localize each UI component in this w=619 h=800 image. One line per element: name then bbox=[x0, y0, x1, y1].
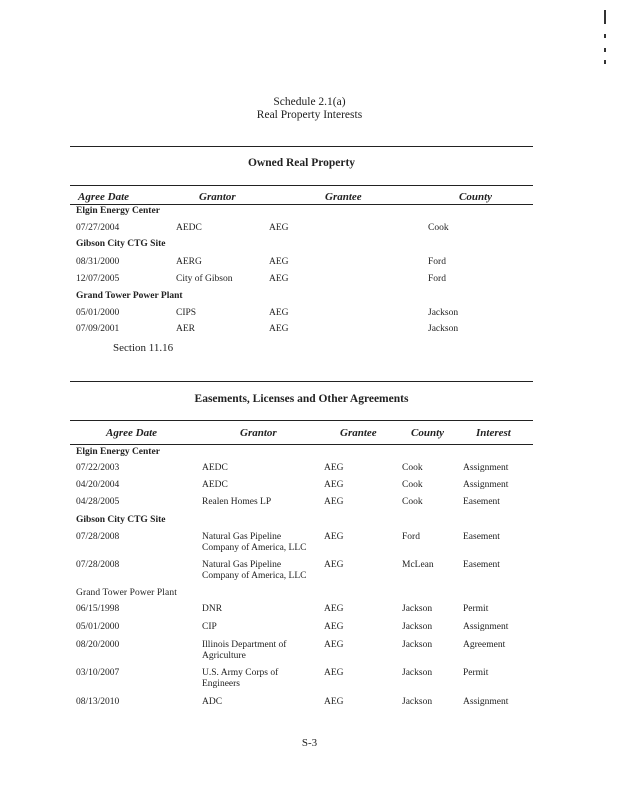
col-header-grantee: Grantee bbox=[340, 427, 377, 439]
schedule-title: Schedule 2.1(a) bbox=[273, 96, 346, 108]
cell-interest: Assignment bbox=[463, 697, 509, 707]
divider bbox=[70, 204, 533, 205]
group-heading: Gibson City CTG Site bbox=[76, 515, 166, 525]
cell-grantor: ADC bbox=[202, 697, 223, 707]
cell-grantee: AEG bbox=[324, 622, 344, 632]
cell-grantor: City of Gibson bbox=[176, 274, 233, 284]
col-header-county: County bbox=[411, 427, 445, 439]
cell-grantee: AEG bbox=[324, 604, 344, 614]
divider bbox=[70, 381, 533, 382]
cell-grantee: AEG bbox=[269, 257, 289, 267]
group-heading: Grand Tower Power Plant bbox=[76, 588, 177, 598]
cell-grantee: AEG bbox=[324, 560, 344, 570]
cell-county: Jackson bbox=[402, 622, 433, 632]
scan-mark bbox=[604, 34, 606, 38]
cell-interest: Permit bbox=[463, 668, 489, 678]
section-reference: Section 11.16 bbox=[113, 342, 174, 354]
divider bbox=[70, 444, 533, 445]
cell-date: 05/01/2000 bbox=[76, 308, 120, 318]
owned-section-heading: Owned Real Property bbox=[247, 157, 356, 169]
cell-grantee: AEG bbox=[324, 697, 344, 707]
cell-date: 07/27/2004 bbox=[76, 223, 120, 233]
cell-date: 07/22/2003 bbox=[76, 463, 120, 473]
cell-grantor: Realen Homes LP bbox=[202, 497, 272, 507]
cell-county: Cook bbox=[402, 497, 423, 507]
cell-grantee: AEG bbox=[324, 668, 344, 678]
group-heading: Gibson City CTG Site bbox=[76, 239, 166, 249]
cell-county: Jackson bbox=[428, 324, 459, 334]
cell-grantor: Natural Gas Pipeline Company of America, LLC bbox=[202, 560, 307, 581]
divider bbox=[70, 420, 533, 421]
cell-grantee: AEG bbox=[324, 463, 344, 473]
scan-mark bbox=[604, 48, 606, 52]
cell-grantor: AEDC bbox=[202, 463, 228, 473]
col-header-interest: Interest bbox=[476, 427, 511, 439]
cell-date: 07/09/2001 bbox=[76, 324, 120, 334]
cell-date: 04/20/2004 bbox=[76, 480, 120, 490]
group-heading: Grand Tower Power Plant bbox=[76, 291, 183, 301]
cell-county: Ford bbox=[428, 257, 446, 267]
cell-county: Jackson bbox=[402, 697, 433, 707]
cell-interest: Easement bbox=[463, 532, 500, 542]
cell-date: 03/10/2007 bbox=[76, 668, 120, 678]
col-header-grantor: Grantor bbox=[240, 427, 277, 439]
cell-interest: Assignment bbox=[463, 622, 509, 632]
cell-date: 08/31/2000 bbox=[76, 257, 120, 267]
divider bbox=[70, 185, 533, 186]
cell-grantor: CIP bbox=[202, 622, 217, 632]
scan-mark bbox=[604, 10, 606, 24]
cell-date: 12/07/2005 bbox=[76, 274, 120, 284]
cell-grantor: Illinois Department of Agriculture bbox=[202, 640, 287, 661]
cell-grantee: AEG bbox=[269, 324, 289, 334]
cell-county: Jackson bbox=[402, 640, 433, 650]
col-header-grantor: Grantor bbox=[199, 191, 236, 203]
cell-county: Ford bbox=[428, 274, 446, 284]
cell-interest: Permit bbox=[463, 604, 489, 614]
cell-county: Ford bbox=[402, 532, 420, 542]
cell-date: 08/20/2000 bbox=[76, 640, 120, 650]
cell-grantor: DNR bbox=[202, 604, 223, 614]
cell-grantor: Natural Gas Pipeline Company of America, LLC bbox=[202, 532, 307, 553]
cell-county: Jackson bbox=[428, 308, 459, 318]
cell-date: 05/01/2000 bbox=[76, 622, 120, 632]
easements-section-heading: Easements, Licenses and Other Agreements bbox=[194, 393, 409, 405]
cell-county: Cook bbox=[428, 223, 449, 233]
cell-grantee: AEG bbox=[269, 274, 289, 284]
col-header-county: County bbox=[459, 191, 493, 203]
cell-interest: Easement bbox=[463, 497, 500, 507]
cell-grantor: AER bbox=[176, 324, 195, 334]
cell-grantee: AEG bbox=[269, 308, 289, 318]
col-header-agree-date: Agree Date bbox=[78, 191, 130, 203]
divider bbox=[70, 146, 533, 147]
cell-grantor: AEDC bbox=[176, 223, 202, 233]
cell-county: Cook bbox=[402, 463, 423, 473]
cell-date: 07/28/2008 bbox=[76, 560, 120, 570]
cell-interest: Agreement bbox=[463, 640, 506, 650]
cell-county: Jackson bbox=[402, 604, 433, 614]
cell-county: Cook bbox=[402, 480, 423, 490]
cell-grantor: AEDC bbox=[202, 480, 228, 490]
cell-grantor: CIPS bbox=[176, 308, 197, 318]
cell-county: Jackson bbox=[402, 668, 433, 678]
cell-grantor: AERG bbox=[176, 257, 202, 267]
page-number: S-3 bbox=[301, 737, 318, 749]
cell-date: 06/15/1998 bbox=[76, 604, 120, 614]
cell-grantee: AEG bbox=[269, 223, 289, 233]
cell-interest: Easement bbox=[463, 560, 500, 570]
scan-mark bbox=[604, 60, 606, 64]
group-heading: Elgin Energy Center bbox=[76, 447, 160, 457]
cell-grantee: AEG bbox=[324, 480, 344, 490]
cell-interest: Assignment bbox=[463, 480, 509, 490]
cell-grantee: AEG bbox=[324, 497, 344, 507]
cell-interest: Assignment bbox=[463, 463, 509, 473]
group-heading: Elgin Energy Center bbox=[76, 206, 160, 216]
schedule-subtitle: Real Property Interests bbox=[256, 109, 363, 121]
col-header-agree-date: Agree Date bbox=[106, 427, 158, 439]
cell-date: 04/28/2005 bbox=[76, 497, 120, 507]
cell-grantee: AEG bbox=[324, 532, 344, 542]
cell-date: 07/28/2008 bbox=[76, 532, 120, 542]
cell-county: McLean bbox=[402, 560, 434, 570]
cell-date: 08/13/2010 bbox=[76, 697, 120, 707]
cell-grantee: AEG bbox=[324, 640, 344, 650]
cell-grantor: U.S. Army Corps of Engineers bbox=[202, 668, 279, 689]
col-header-grantee: Grantee bbox=[325, 191, 362, 203]
